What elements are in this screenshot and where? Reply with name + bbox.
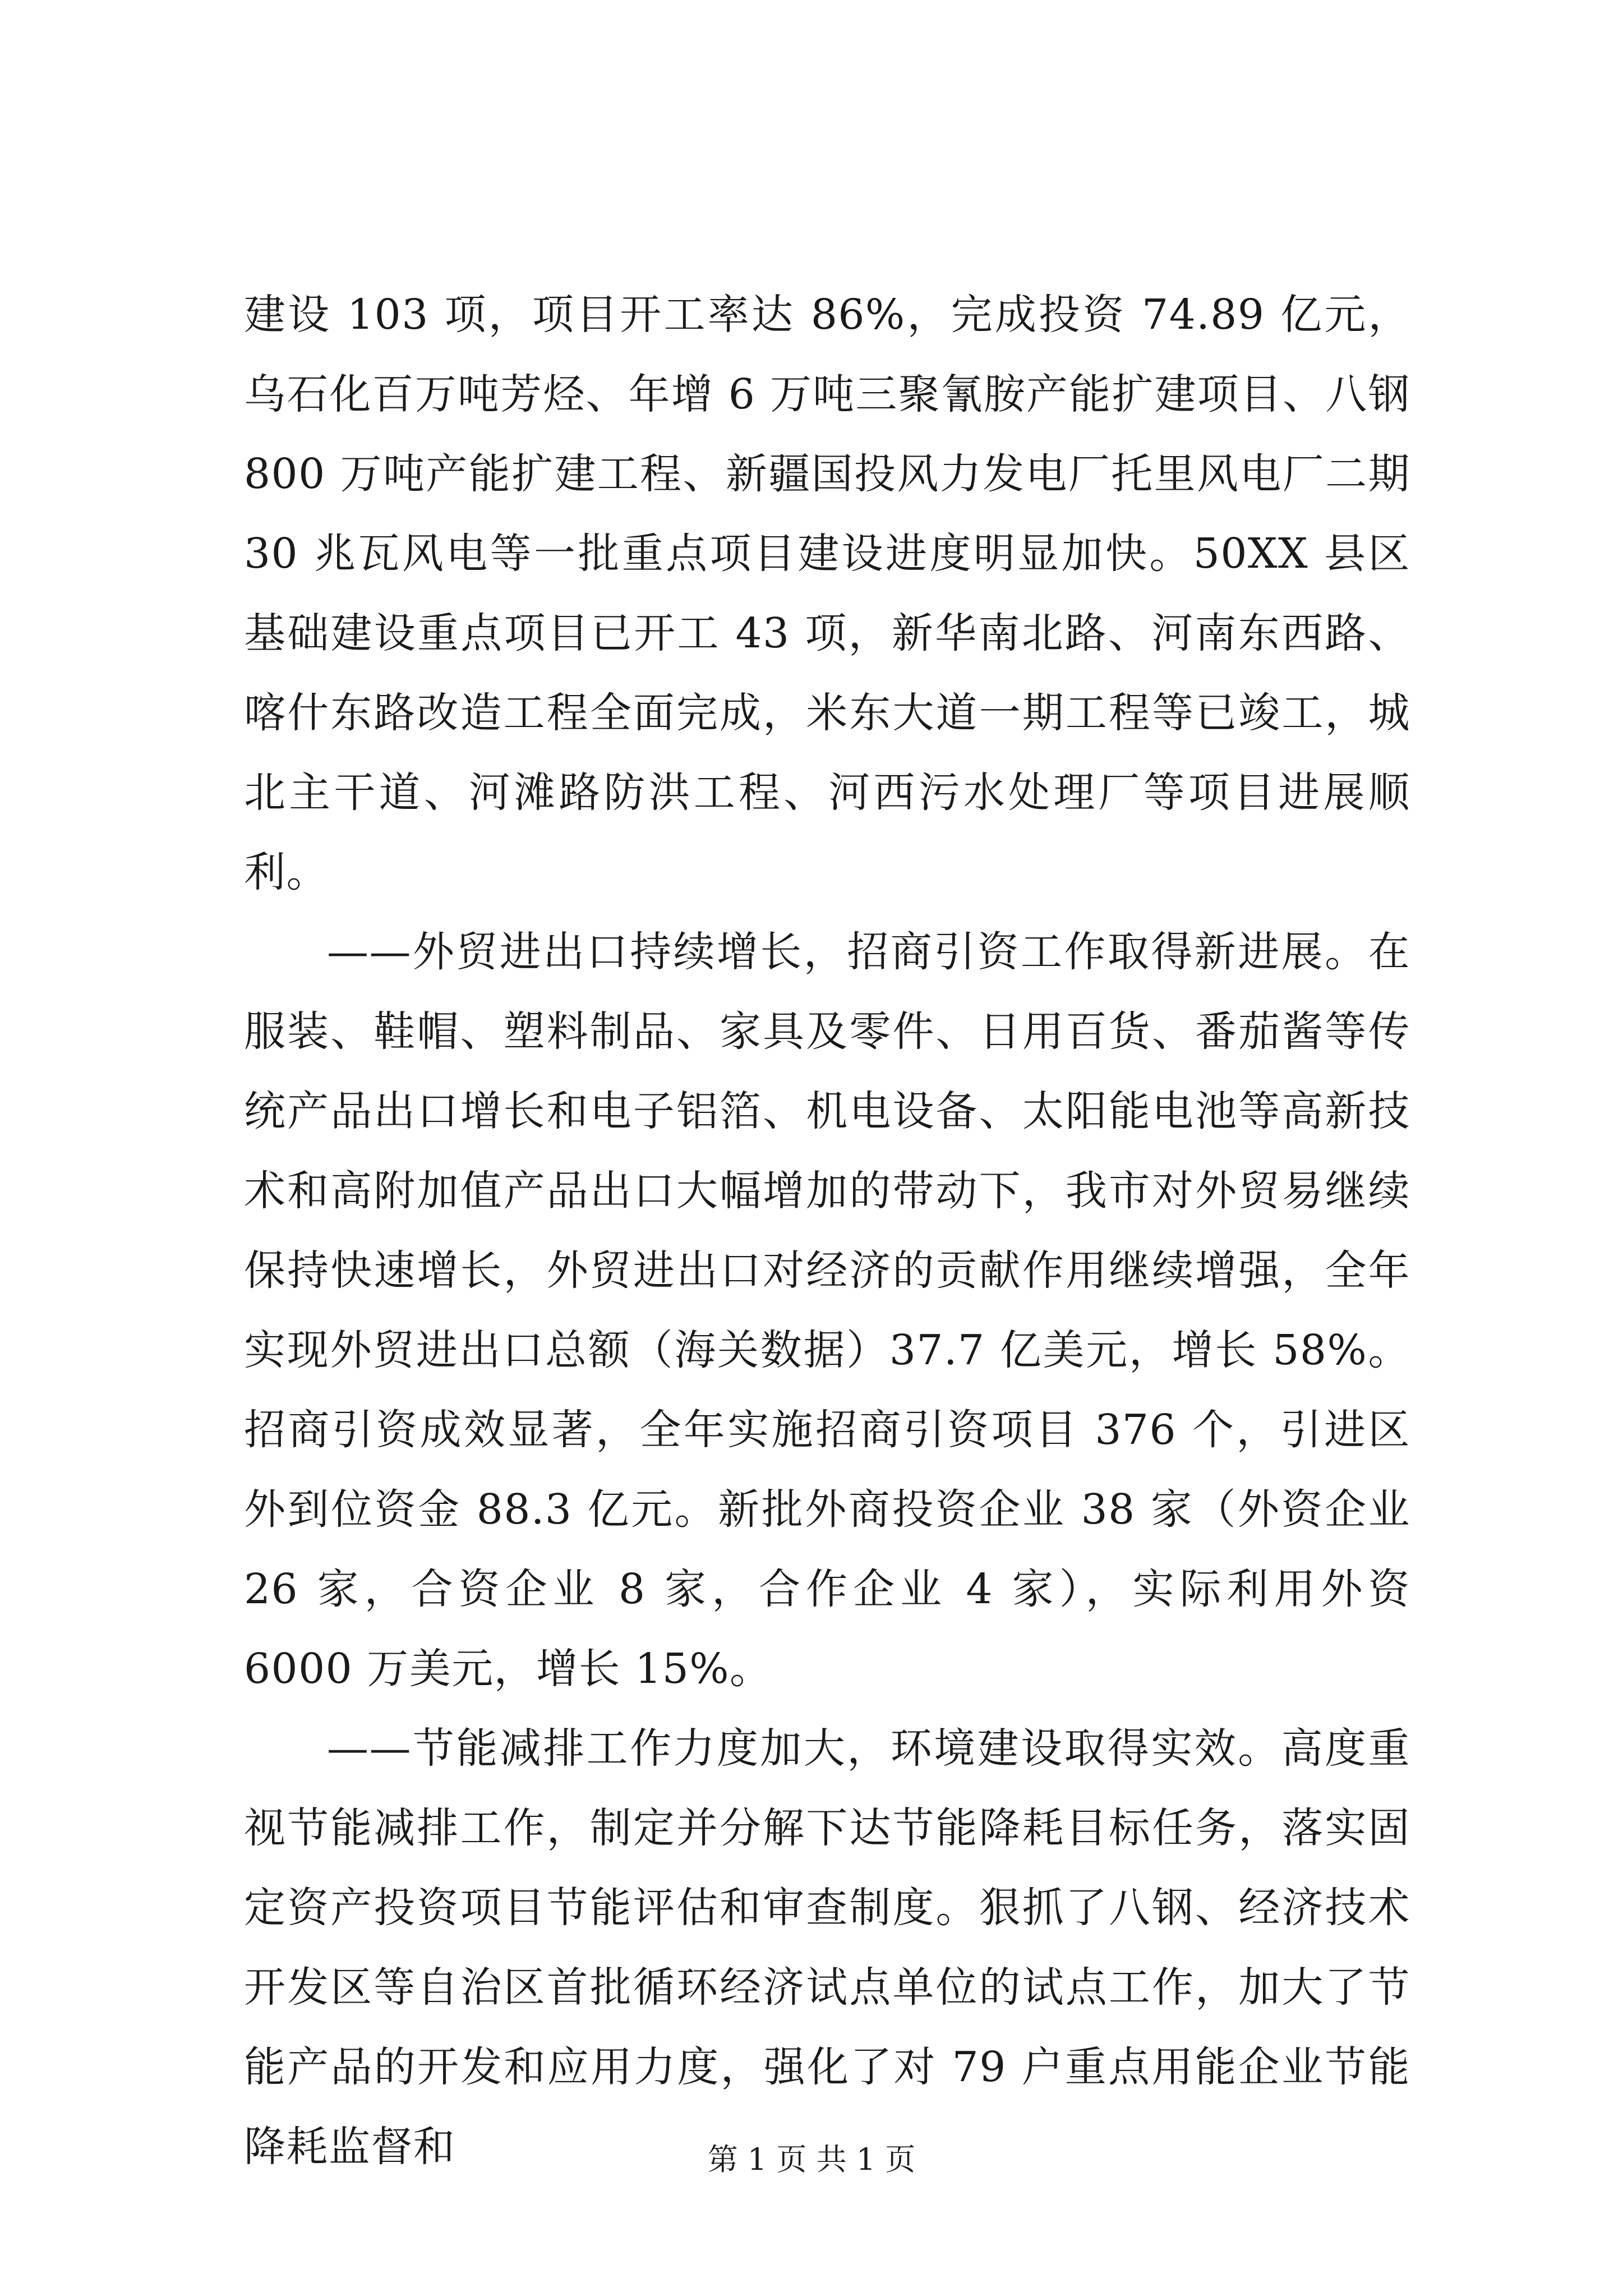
paragraph-3: ——节能减排工作力度加大，环境建设取得实效。高度重视节能减排工作，制定并分解下达节能降耗目标任务，落实固定资产投资项目节能评估和审查制度。狠抓了八钢、经济技术开发区等自治区首批循环经济试点单位的试点工作，加大了节能产品的开发和应用力度，强化了对 79 户重点用能企业节能降耗监督和 (244, 1724, 1410, 2171)
paragraph-2: ——外贸进出口持续增长，招商引资工作取得新进展。在服装、鞋帽、塑料制品、家具及零件、日用百货、番茄酱等传统产品出口增长和电子铝箔、机电设备、太阳能电池等高新技术和高附加值产品出口大幅增加的带动下，我市对外贸易继续保持快速增长，外贸进出口对经济的贡献作用继续增强，全年实现外贸进出口总额（海关数据）37.7 亿美元，增长 58%。招商引资成效显著，全年实施招商引资项目 376 个，引进区外到位资金 88.3 亿元。新批外商投资企业 38 家（外资企业 26 家，合资企业 8 家，合作企业 4 家），实际利用外资 6000 万美元，增长 15%。 (244, 928, 1410, 1693)
document-body (244, 275, 1410, 2187)
page-footer: 第 1 页 共 1 页 (707, 2142, 916, 2177)
paragraph-1: 建设 103 项，项目开工率达 86%，完成投资 74.89 亿元，乌石化百万吨芳烃、年增 6 万吨三聚氰胺产能扩建项目、八钢 800 万吨产能扩建工程、新疆国投风力发电厂托里风电厂二期 30 兆瓦风电等一批重点项目建设进度明显加快。50XX 县区基础建设重点项目已开工 43 项，新华南北路、河南东西路、喀什东路改造工程全面完成，米东大道一期工程等已竣工，城北主干道、河滩路防洪工程、河西污水处理厂等项目进展顺利。 (244, 291, 1410, 896)
